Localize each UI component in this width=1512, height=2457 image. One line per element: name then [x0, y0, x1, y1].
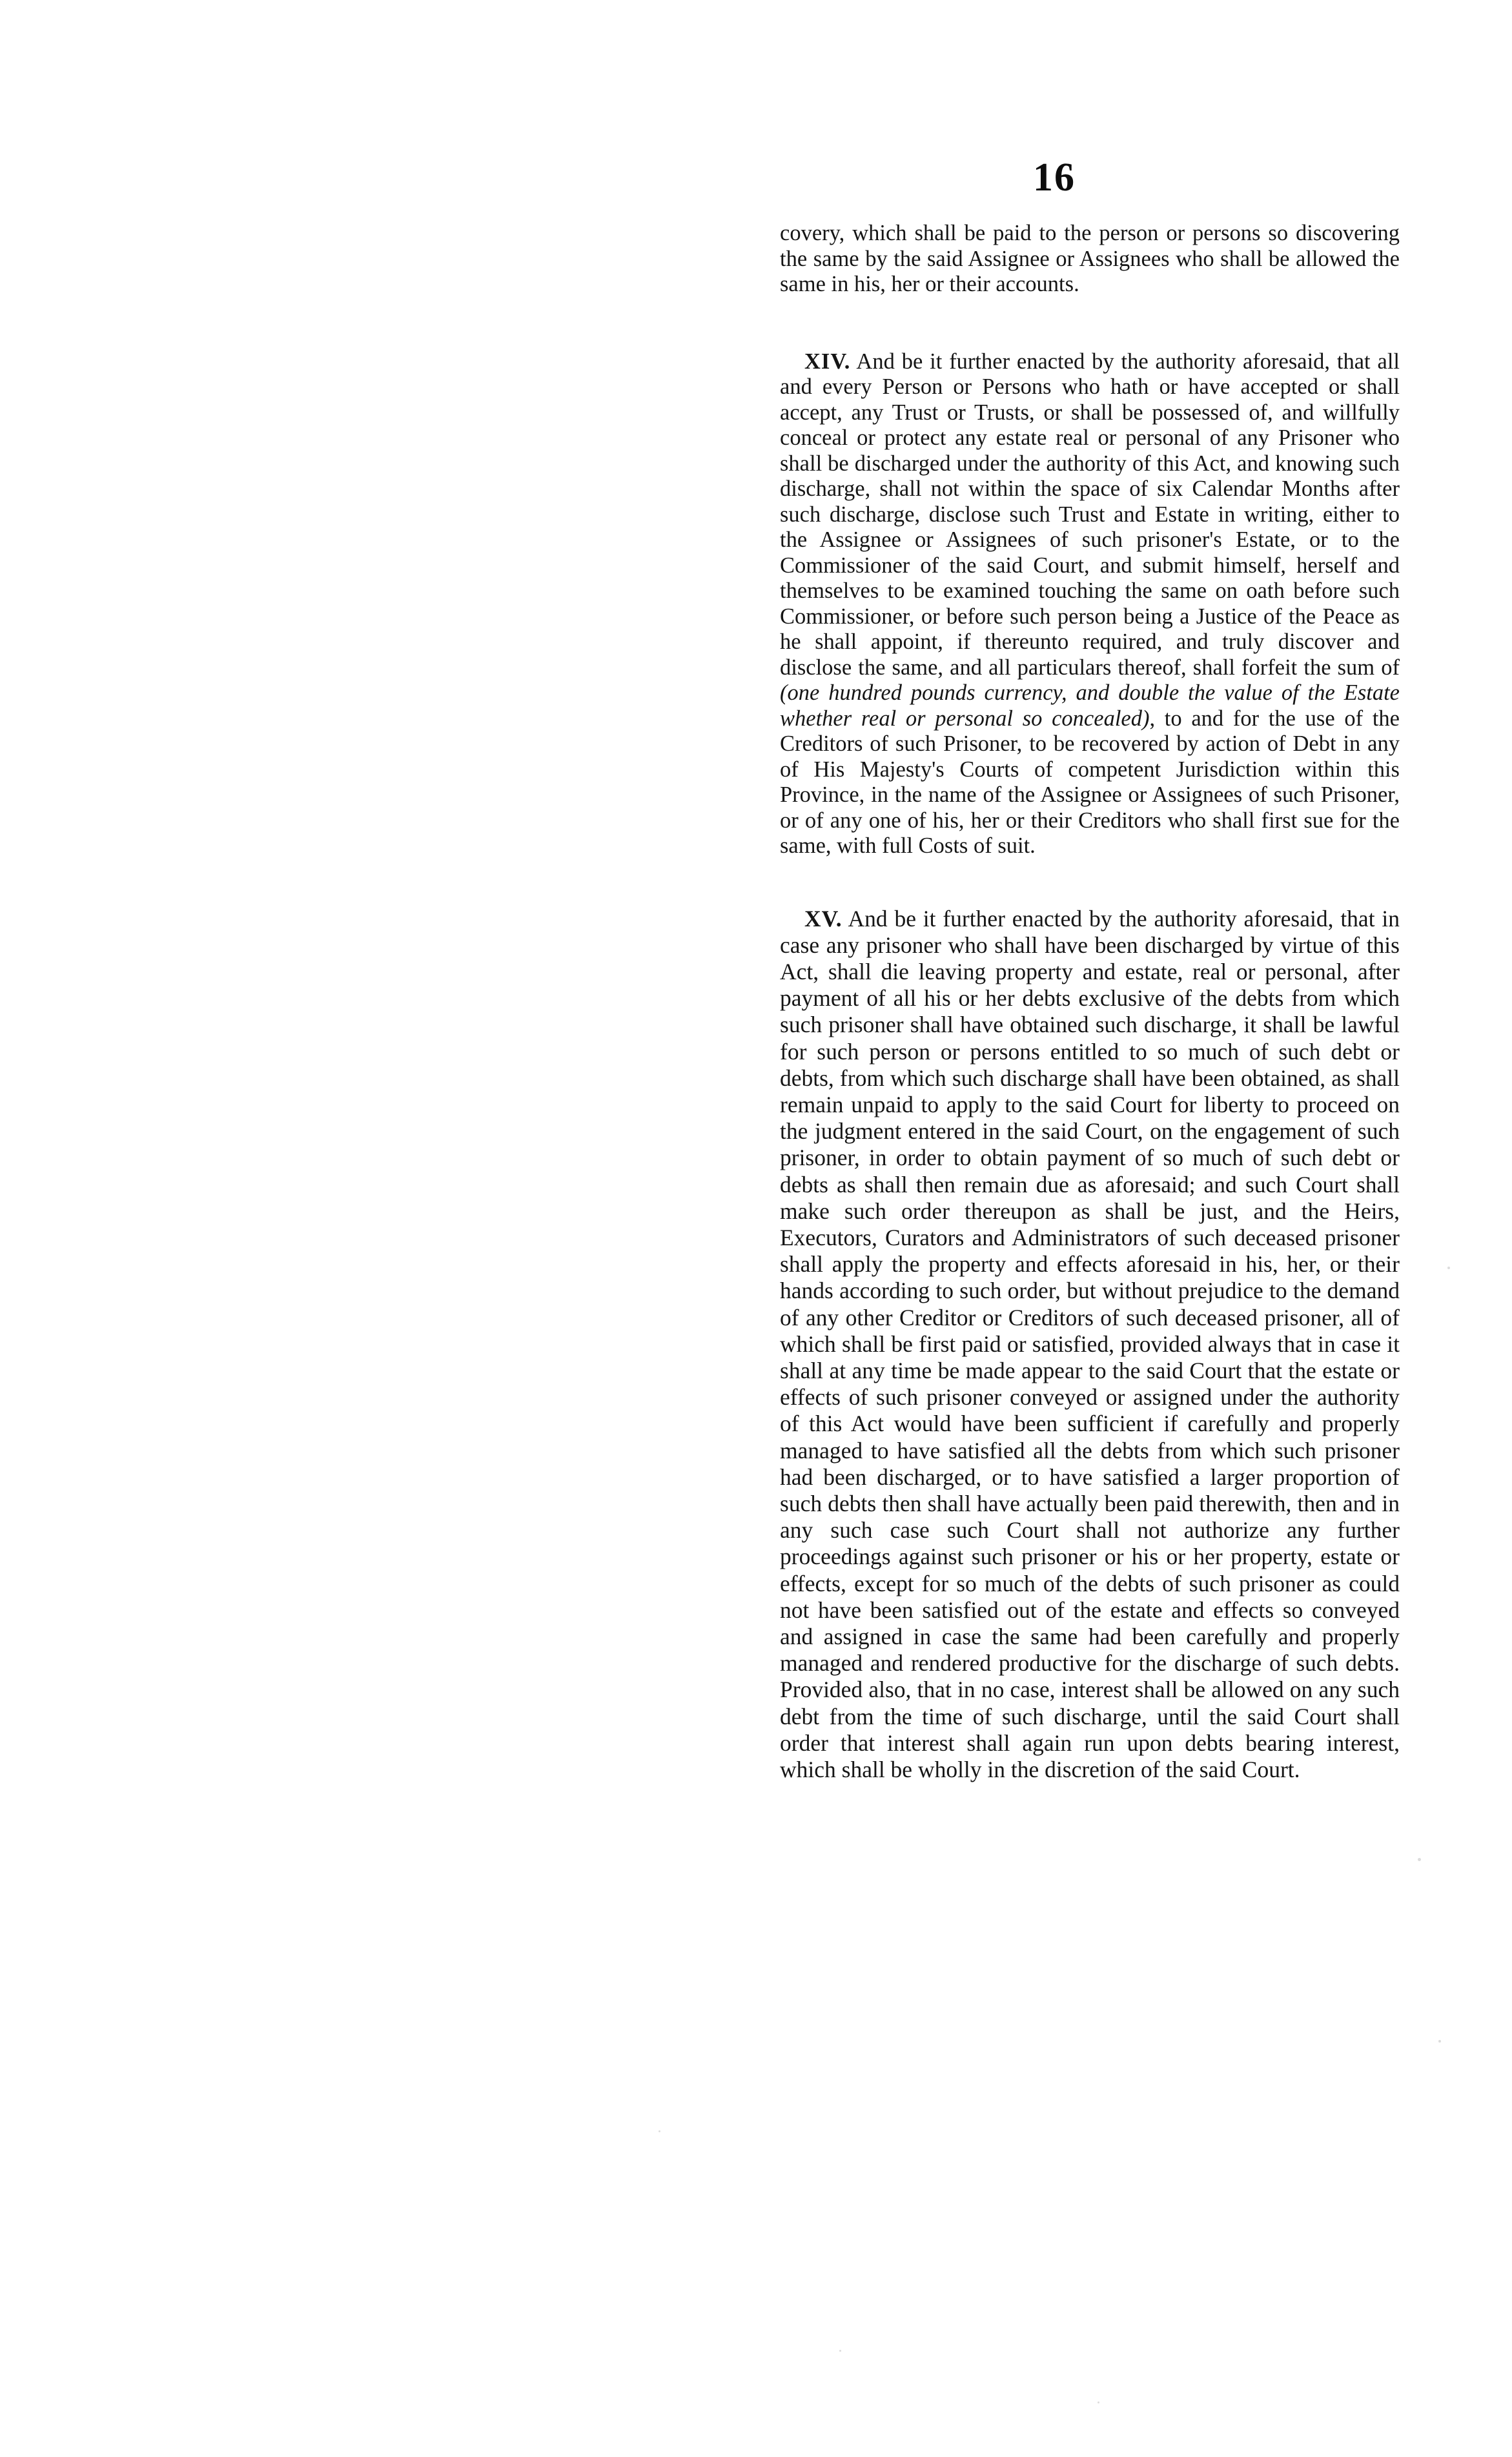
paper-speck: [1438, 2040, 1441, 2043]
paper-speck: [839, 2350, 841, 2352]
section-xiv-text-before: And be it further enacted by the authority aforesaid, that all and every Person or Persons who hath or have accepted or shall accept, any Trust or Trusts, or shall be possessed of, and willfully conceal or protect any estate real or personal of any Prisoner who shall be discharged under the authority of this Act, and knowing such discharge, shall not within the space of six Calendar Months after such discharge, disclose such Trust and Estate in writing, either to the Assignee or Assignees of such prisoner's Estate, or to the Commissioner of the said Court, and submit himself, herself and themselves to be examined touching the same on oath before such Commissioner, or before such person being a Justice of the Peace as he shall appoint, if thereunto required, and truly discover and disclose the same, and all particulars thereof, shall forfeit the sum of: [780, 349, 1400, 680]
section-xiv: [780, 349, 1400, 859]
section-xiv-heading: XIV.: [804, 349, 851, 374]
paper-speck: [1098, 2401, 1099, 2403]
continuation-paragraph: covery, which shall be paid to the person or persons so discovering the same by the said Assignee or Assignees who shall be allowed the same in his, her or their accounts.: [780, 221, 1400, 296]
paper-speck: [1418, 1858, 1421, 1861]
text-column: [780, 221, 1400, 1783]
section-xv-heading: XV.: [804, 905, 843, 932]
section-xv-text: And be it further enacted by the authority aforesaid, that in case any prisoner who shall have been discharged by virtue of this Act, shall die leaving property and estate, real or personal, after payment of all his or her debts exclusive of the debts from which such prisoner shall have obtained such discharge, it shall be lawful for such person or persons entitled to so much of such debt or debts, from which such discharge shall have been obtained, as shall remain unpaid to apply to the said Court for liberty to proceed on the judgment entered in the said Court, on the engagement of such prisoner, in order to obtain payment of so much of such debt or debts as shall then remain due as aforesaid; and such Court shall make such order thereupon as shall be just, and the Heirs, Executors, Curators and Administrators of such deceased prisoner shall apply the property and effects aforesaid in his, her, or their hands according to such order, but without prejudice to the demand of any other Creditor or Creditors of such deceased prisoner, all of which shall be first paid or satisfied, provided always that in case it shall at any time be made appear to the said Court that the estate or effects of such prisoner conveyed or assigned under the authority of this Act would have been sufficient if carefully and properly managed to have satisfied all the debts from which such prisoner had been discharged, or to have satisfied a larger proportion of such debts then shall have actually been paid therewith, then and in any such case such Court shall not authorize any further proceedings against such prisoner or his or her property, estate or effects, except for so much of the debts of such prisoner as could not have been satisfied out of the estate and effects so conveyed and assigned in case the same had been carefully and properly managed and rendered productive for the discharge of such debts. Provided also, that in no case, interest shall be allowed on any such debt from the time of such discharge, until the said Court shall order that interest shall again run upon debts bearing interest, which shall be wholly in the discretion of the said Court.: [780, 905, 1400, 1782]
page-number: 16: [1033, 156, 1076, 199]
paper-speck: [1447, 1267, 1450, 1269]
section-xiv-text-after: , to and for the use of the Creditors of such Prisoner, to be recovered by action of Debt in any of His Majesty's Courts of competent Jurisdiction within this Province, in the name of the Assignee or Assignees of such Prisoner, or of any one of his, her or their Creditors who shall first sue for the same, with full Costs of suit.: [780, 706, 1400, 858]
section-xiv-italic-text: (one hundred pounds currency, and double the value of the Estate whether real or personal so concealed): [780, 680, 1400, 731]
section-xv: [780, 906, 1400, 1784]
paper-speck: [659, 2130, 660, 2132]
